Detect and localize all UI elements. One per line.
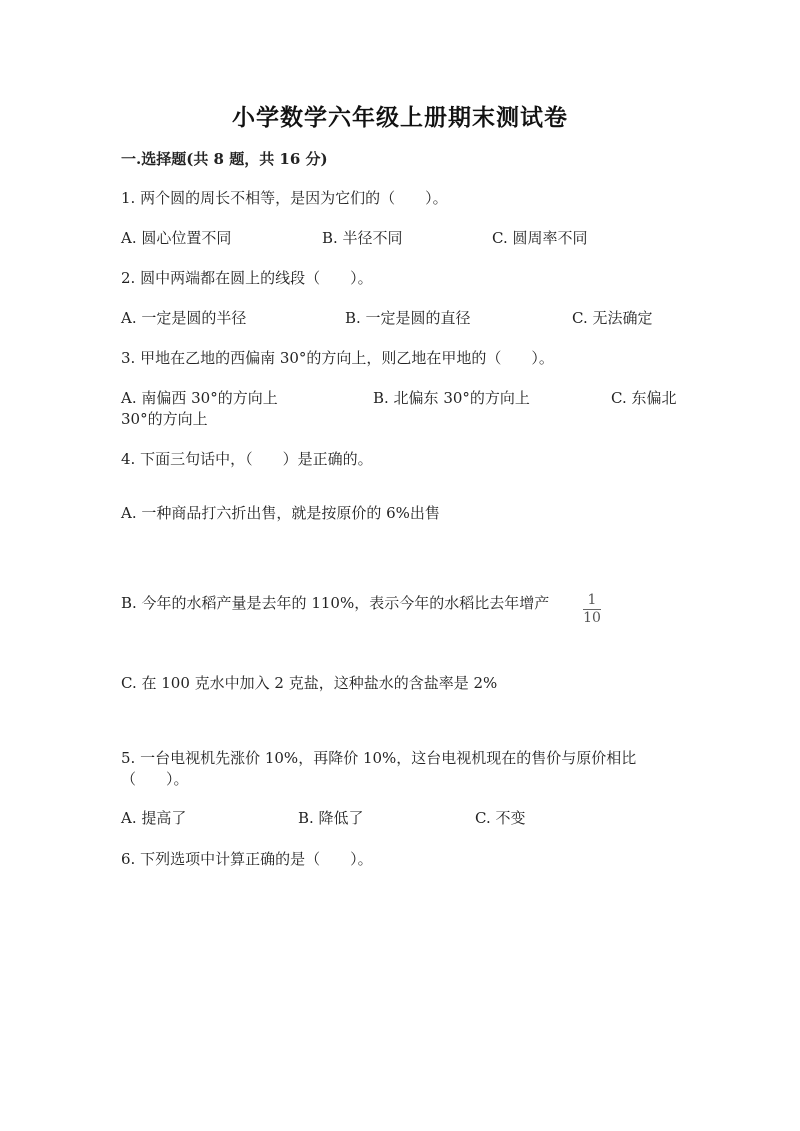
question-5-stem-continued: （ ）。 [121, 770, 189, 788]
question-5-option-b: B. 降低了 [298, 809, 364, 827]
question-4-stem: 4. 下面三句话中，（ ）是正确的。 [121, 450, 373, 468]
question-4-option-c: C. 在 100 克水中加入 2 克盐，这种盐水的含盐率是 2% [121, 674, 498, 692]
question-3-stem: 3. 甲地在乙地的西偏南 30°的方向上，则乙地在甲地的（ ）。 [121, 349, 554, 367]
question-5-stem: 5. 一台电视机先涨价 10%，再降价 10%，这台电视机现在的售价与原价相比 [121, 749, 637, 767]
question-1-option-c: C. 圆周率不同 [492, 229, 588, 247]
question-2-stem: 2. 圆中两端都在圆上的线段（ ）。 [121, 269, 373, 287]
fraction-one-tenth [581, 593, 603, 626]
question-1-option-a: A. 圆心位置不同 [121, 229, 232, 247]
fraction-denominator: 10 [583, 610, 601, 626]
question-6-stem: 6. 下列选项中计算正确的是（ ）。 [121, 850, 373, 868]
question-3-option-c: C. 东偏北 [611, 389, 677, 407]
question-3-option-a: A. 南偏西 30°的方向上 [121, 389, 278, 407]
question-1-stem: 1. 两个圆的周长不相等，是因为它们的（ ）。 [121, 189, 448, 207]
question-2-option-c: C. 无法确定 [572, 309, 653, 327]
question-1-option-b: B. 半径不同 [322, 229, 403, 247]
question-2-option-a: A. 一定是圆的半径 [121, 309, 247, 327]
question-3-option-b: B. 北偏东 30°的方向上 [373, 389, 530, 407]
section-heading: 一.选择题(共 8 题，共 16 分) [121, 150, 328, 168]
question-5-option-a: A. 提高了 [121, 809, 187, 827]
question-4-option-a: A. 一种商品打六折出售，就是按原价的 6%出售 [121, 504, 440, 522]
question-3-option-c-continued: 30°的方向上 [121, 410, 208, 428]
fraction-numerator: 1 [587, 592, 597, 608]
question-5-option-c: C. 不变 [475, 809, 526, 827]
question-4-option-b: B. 今年的水稻产量是去年的 110%，表示今年的水稻比去年增产 [121, 594, 550, 612]
page-title: 小学数学六年级上册期末测试卷 [232, 104, 568, 131]
question-2-option-b: B. 一定是圆的直径 [345, 309, 471, 327]
